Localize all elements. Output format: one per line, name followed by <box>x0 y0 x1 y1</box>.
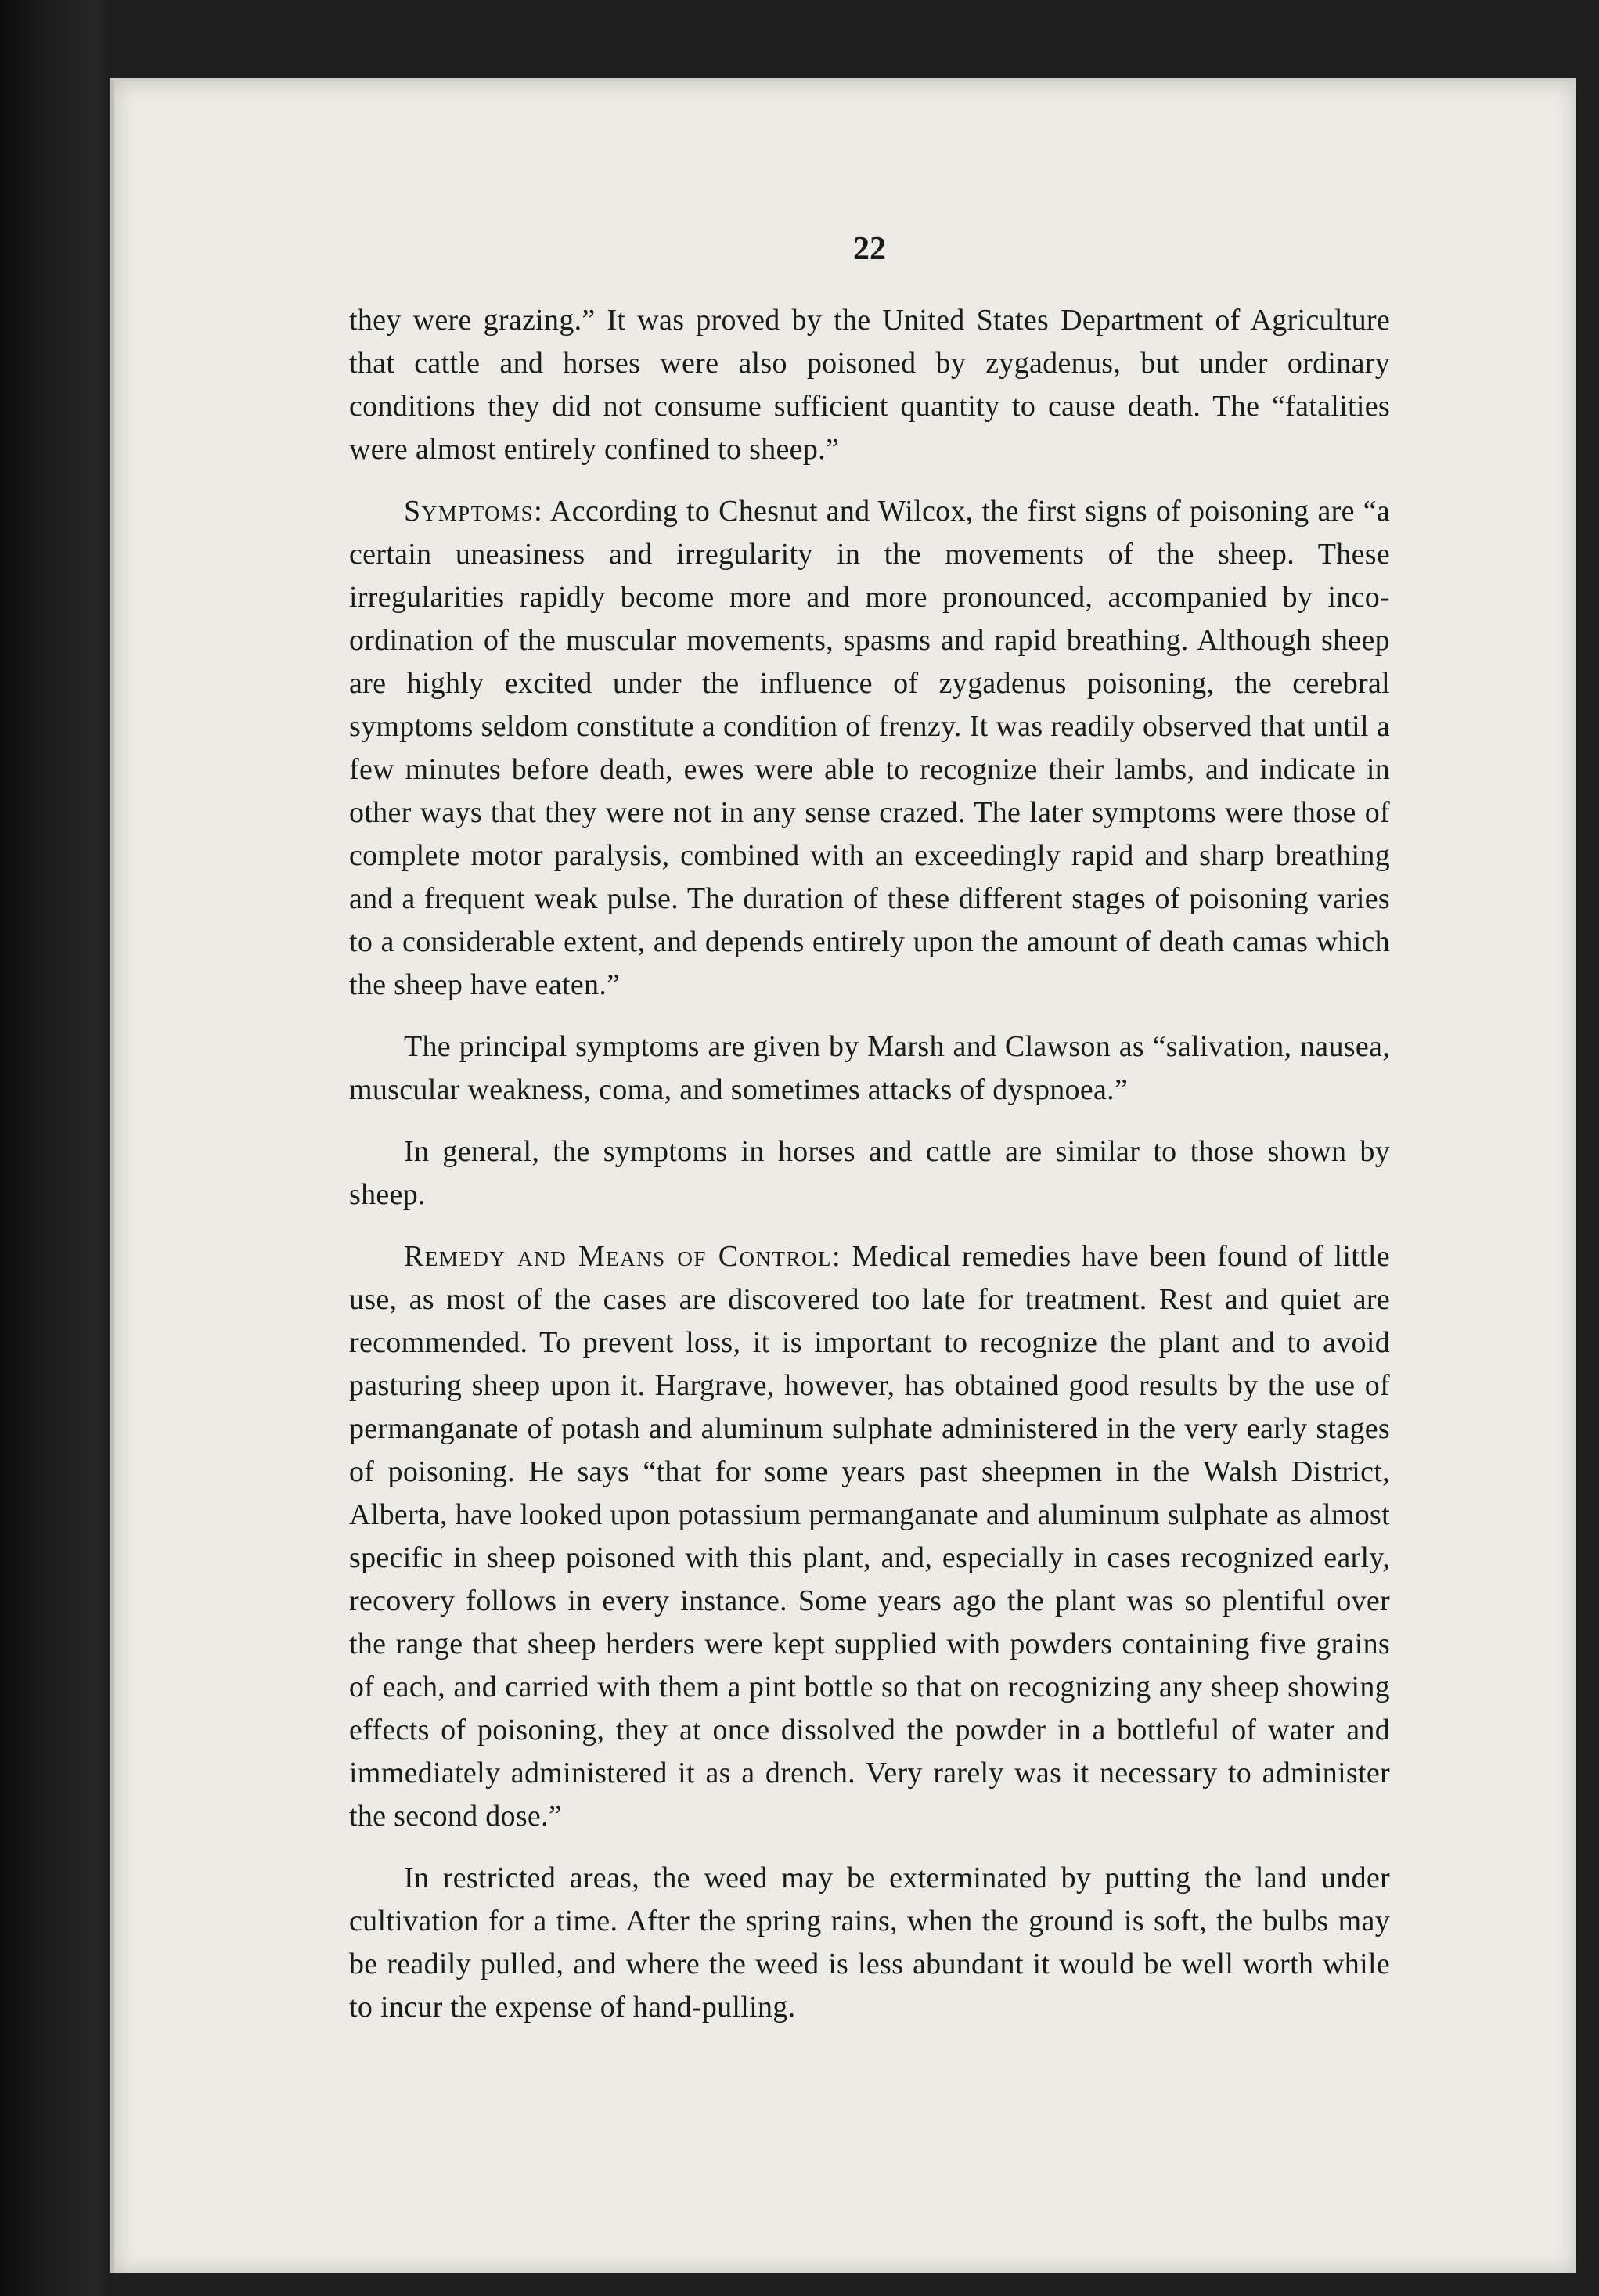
page-number: 22 <box>853 231 886 267</box>
paragraph-text: Medical remedies have been found of little use, as most of the cases are discovered too late for treatment. Rest and quiet are recommended. To prevent loss, it is important to recognize the plant and to avoid pasturing sheep upon it. Hargrave, however, has obtained good results by the use of permanganate of potash and aluminum sulphate administered in the very early stages of poisoning. He says “that for some years past sheepmen in the Walsh District, Alberta, have looked upon potassium permanganate and aluminum sulphate as almost specific in sheep poisoned with this plant, and, especially in cases recognized early, recovery follows in every instance. Some years ago the plant was so plentiful over the range that sheep herders were kept supplied with powders containing five grains of each, and carried with them a pint bottle so that on recognizing any sheep showing effects of poisoning, they at once dissolved the powder in a bottleful of water and immediately administered it as a drench. Very rarely was it necessary to administer the second dose.” <box>349 1240 1390 1833</box>
paragraph-symptoms <box>349 490 1390 1007</box>
section-heading-symptoms: Symptoms: <box>404 495 544 528</box>
paragraph-text: According to Chesnut and Wilcox, the first signs of poisoning are “a certain uneasiness and irregularity in the movements of the sheep. These irregularities rapidly become more and more pronounced, accompanied by inco-ordination of the muscular movements, spasms and rapid breathing. Although sheep are highly excited under the influence of zygadenus poisoning, the cerebral symptoms seldom constitute a condition of frenzy. It was readily observed that until a few minutes before death, ewes were able to recognize their lambs, and indicate in other ways that they were not in any sense crazed. The later symptoms were those of complete motor paralysis, combined with an exceedingly rapid and sharp breathing and a frequent weak pulse. The duration of these different stages of poisoning varies to a considerable extent, and depends entirely upon the amount of death camas which the sheep have eaten.” <box>349 495 1390 1001</box>
paragraph-text: In general, the symptoms in horses and cattle are similar to those shown by sheep. <box>349 1135 1390 1211</box>
paragraph-general <box>349 1130 1390 1216</box>
paragraph-principal-symptoms <box>349 1025 1390 1112</box>
page-content <box>349 230 1390 2048</box>
section-heading-remedy: Remedy and Means of Control: <box>404 1240 842 1273</box>
paragraph-text: In restricted areas, the weed may be exterminated by putting the land under cultivation for a time. After the spring rains, when the ground is soft, the bulbs may be readily pulled, and where the weed is less abundant it would be well worth while to incur the expense of hand-pulling. <box>349 1862 1390 2024</box>
paragraph-restricted-areas <box>349 1857 1390 2029</box>
paragraph-text: The principal symptoms are given by Marsh and Clawson as “salivation, nausea, muscular weakness, coma, and sometimes attacks of dyspnoea.” <box>349 1030 1390 1106</box>
paragraph-text: they were grazing.” It was proved by the United States Department of Agriculture that cattle and horses were also poisoned by zygadenus, but under ordinary conditions they did not consume sufficient quantity to cause death. The “fatalities were almost entirely confined to sheep.” <box>349 304 1390 466</box>
paragraph-continuation <box>349 299 1390 471</box>
paragraph-remedy <box>349 1235 1390 1838</box>
book-page <box>110 78 1576 2273</box>
